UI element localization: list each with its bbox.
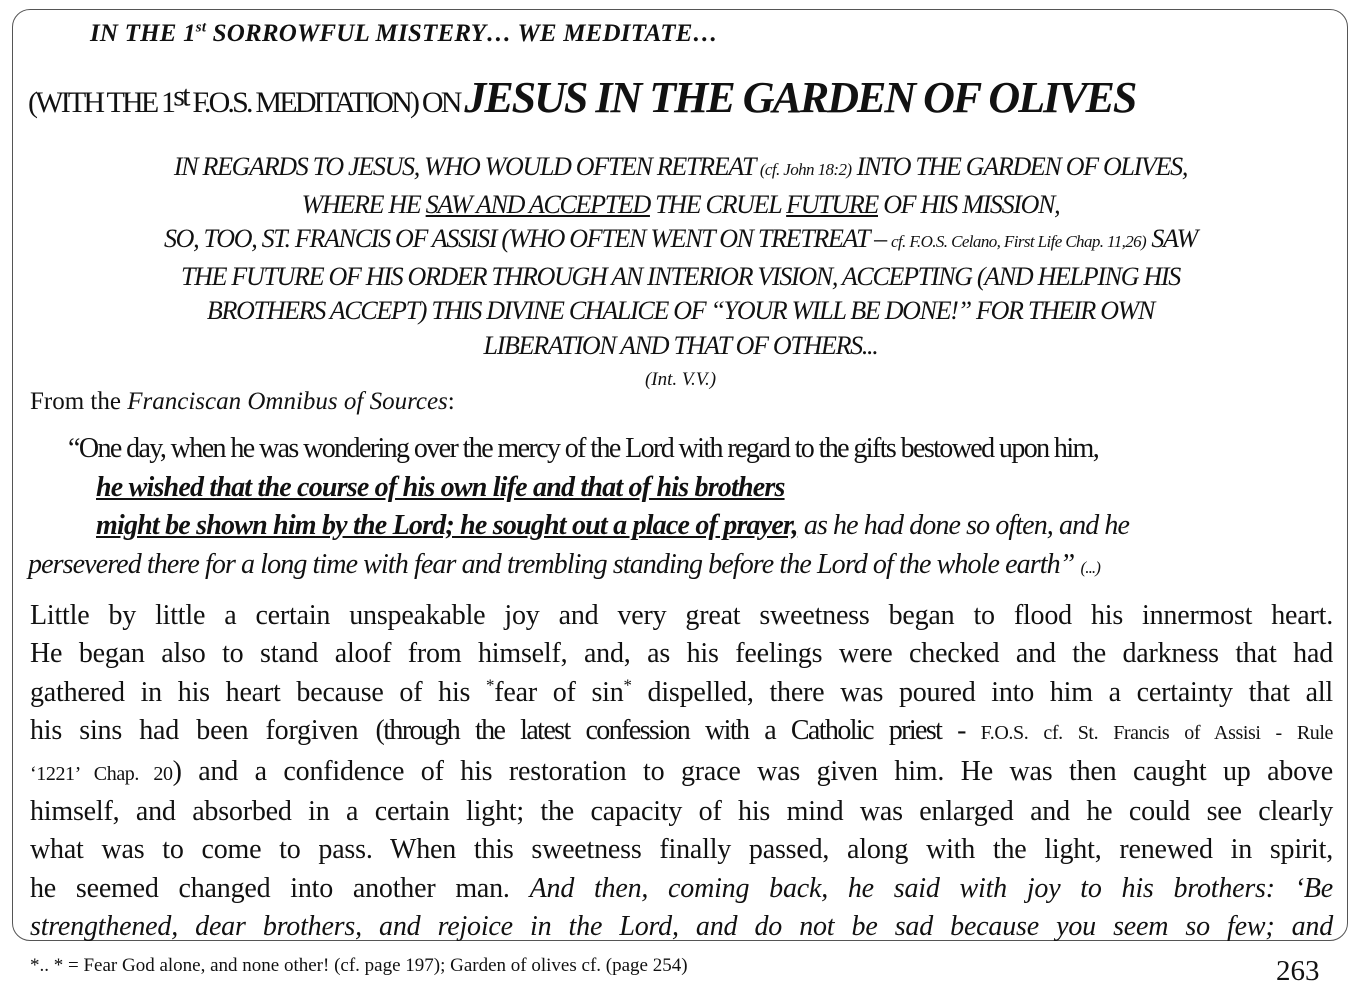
body-paragraph: Little by little a certain unspeakable joy and very great sweetness began to flood his innermost heart. He began also to stand aloof from himself, and, as his feelings were checked and the darkness that had gathered in his heart because of his *fear of sin* dispelled, there was poured into him a certainty that all his sins had been forgiven (through the latest confession with a Catholic priest - F.O.S. cf. St. Francis of Assisi - Rule ‘1221’ Chap. 20) and a confidence of his restoration to grace was given him. He was then caught up above himself, and absorbed in a certain light; the capacity of his mind was enlarged and he could see clearly what was to come to pass. When this sweetness finally passed, along with the light, renewed in spirit, he seemed changed into another man. And then, coming back, he said with joy to his brothers: ‘Be strengthened, dear brothers, and rejoice in the Lord, and do not be sad because you seem so few; and — [30, 600, 1333, 943]
mystery-heading: IN THE 1st SORROWFUL MISTERY… WE MEDITATE… — [90, 19, 718, 47]
quote-paragraph: “One day, when he was wondering over the mercy of the Lord with regard to the gifts bestowed upon him, he wished that the course of his own life and that of his brothers might be shown him by the Lord; he sought out a place of prayer, as he had done so often, and he persevered there for a long time with fear and trembling standing before the Lord of the whole earth” (...) — [28, 433, 1130, 580]
footnote: *.. * = Fear God alone, and none other! (cf. page 197); Garden of olives cf. (page 254) — [30, 955, 688, 976]
source-line: From the Franciscan Omnibus of Sources: — [30, 388, 455, 415]
title-jesus-garden: JESUS IN THE GARDEN OF OLIVES — [464, 73, 1136, 122]
page-number: 263 — [1276, 955, 1320, 987]
meditation-title: (WITH THE 1st F.O.S. MEDITATION) ON JESUS IN THE GARDEN OF OLIVES — [28, 73, 1136, 122]
intro-paragraph: IN REGARDS TO JESUS, WHO WOULD OFTEN RETREAT (cf. John 18:2) INTO THE GARDEN OF OLIVES, WHERE HE SAW AND ACCEPTED THE CRUEL FUTURE OF HIS MISSION, SO, TOO, ST. FRANCIS OF ASSISI (WHO OFTEN WENT ON TRETREAT – cf. F.O.S. Celano, First Life Chap. 11,26) SAW THE FUTURE OF HIS ORDER THROUGH AN INTERIOR VISION, ACCEPTING (AND HELPING HIS BROTHERS ACCEPT) THIS DIVINE CHALICE OF “YOUR WILL BE DONE!” FOR THEIR OWN LIBERATION AND THAT OF OTHERS... (Int. V.V.) — [28, 150, 1333, 398]
intro-reference: (Int. V.V.) — [644, 369, 717, 390]
